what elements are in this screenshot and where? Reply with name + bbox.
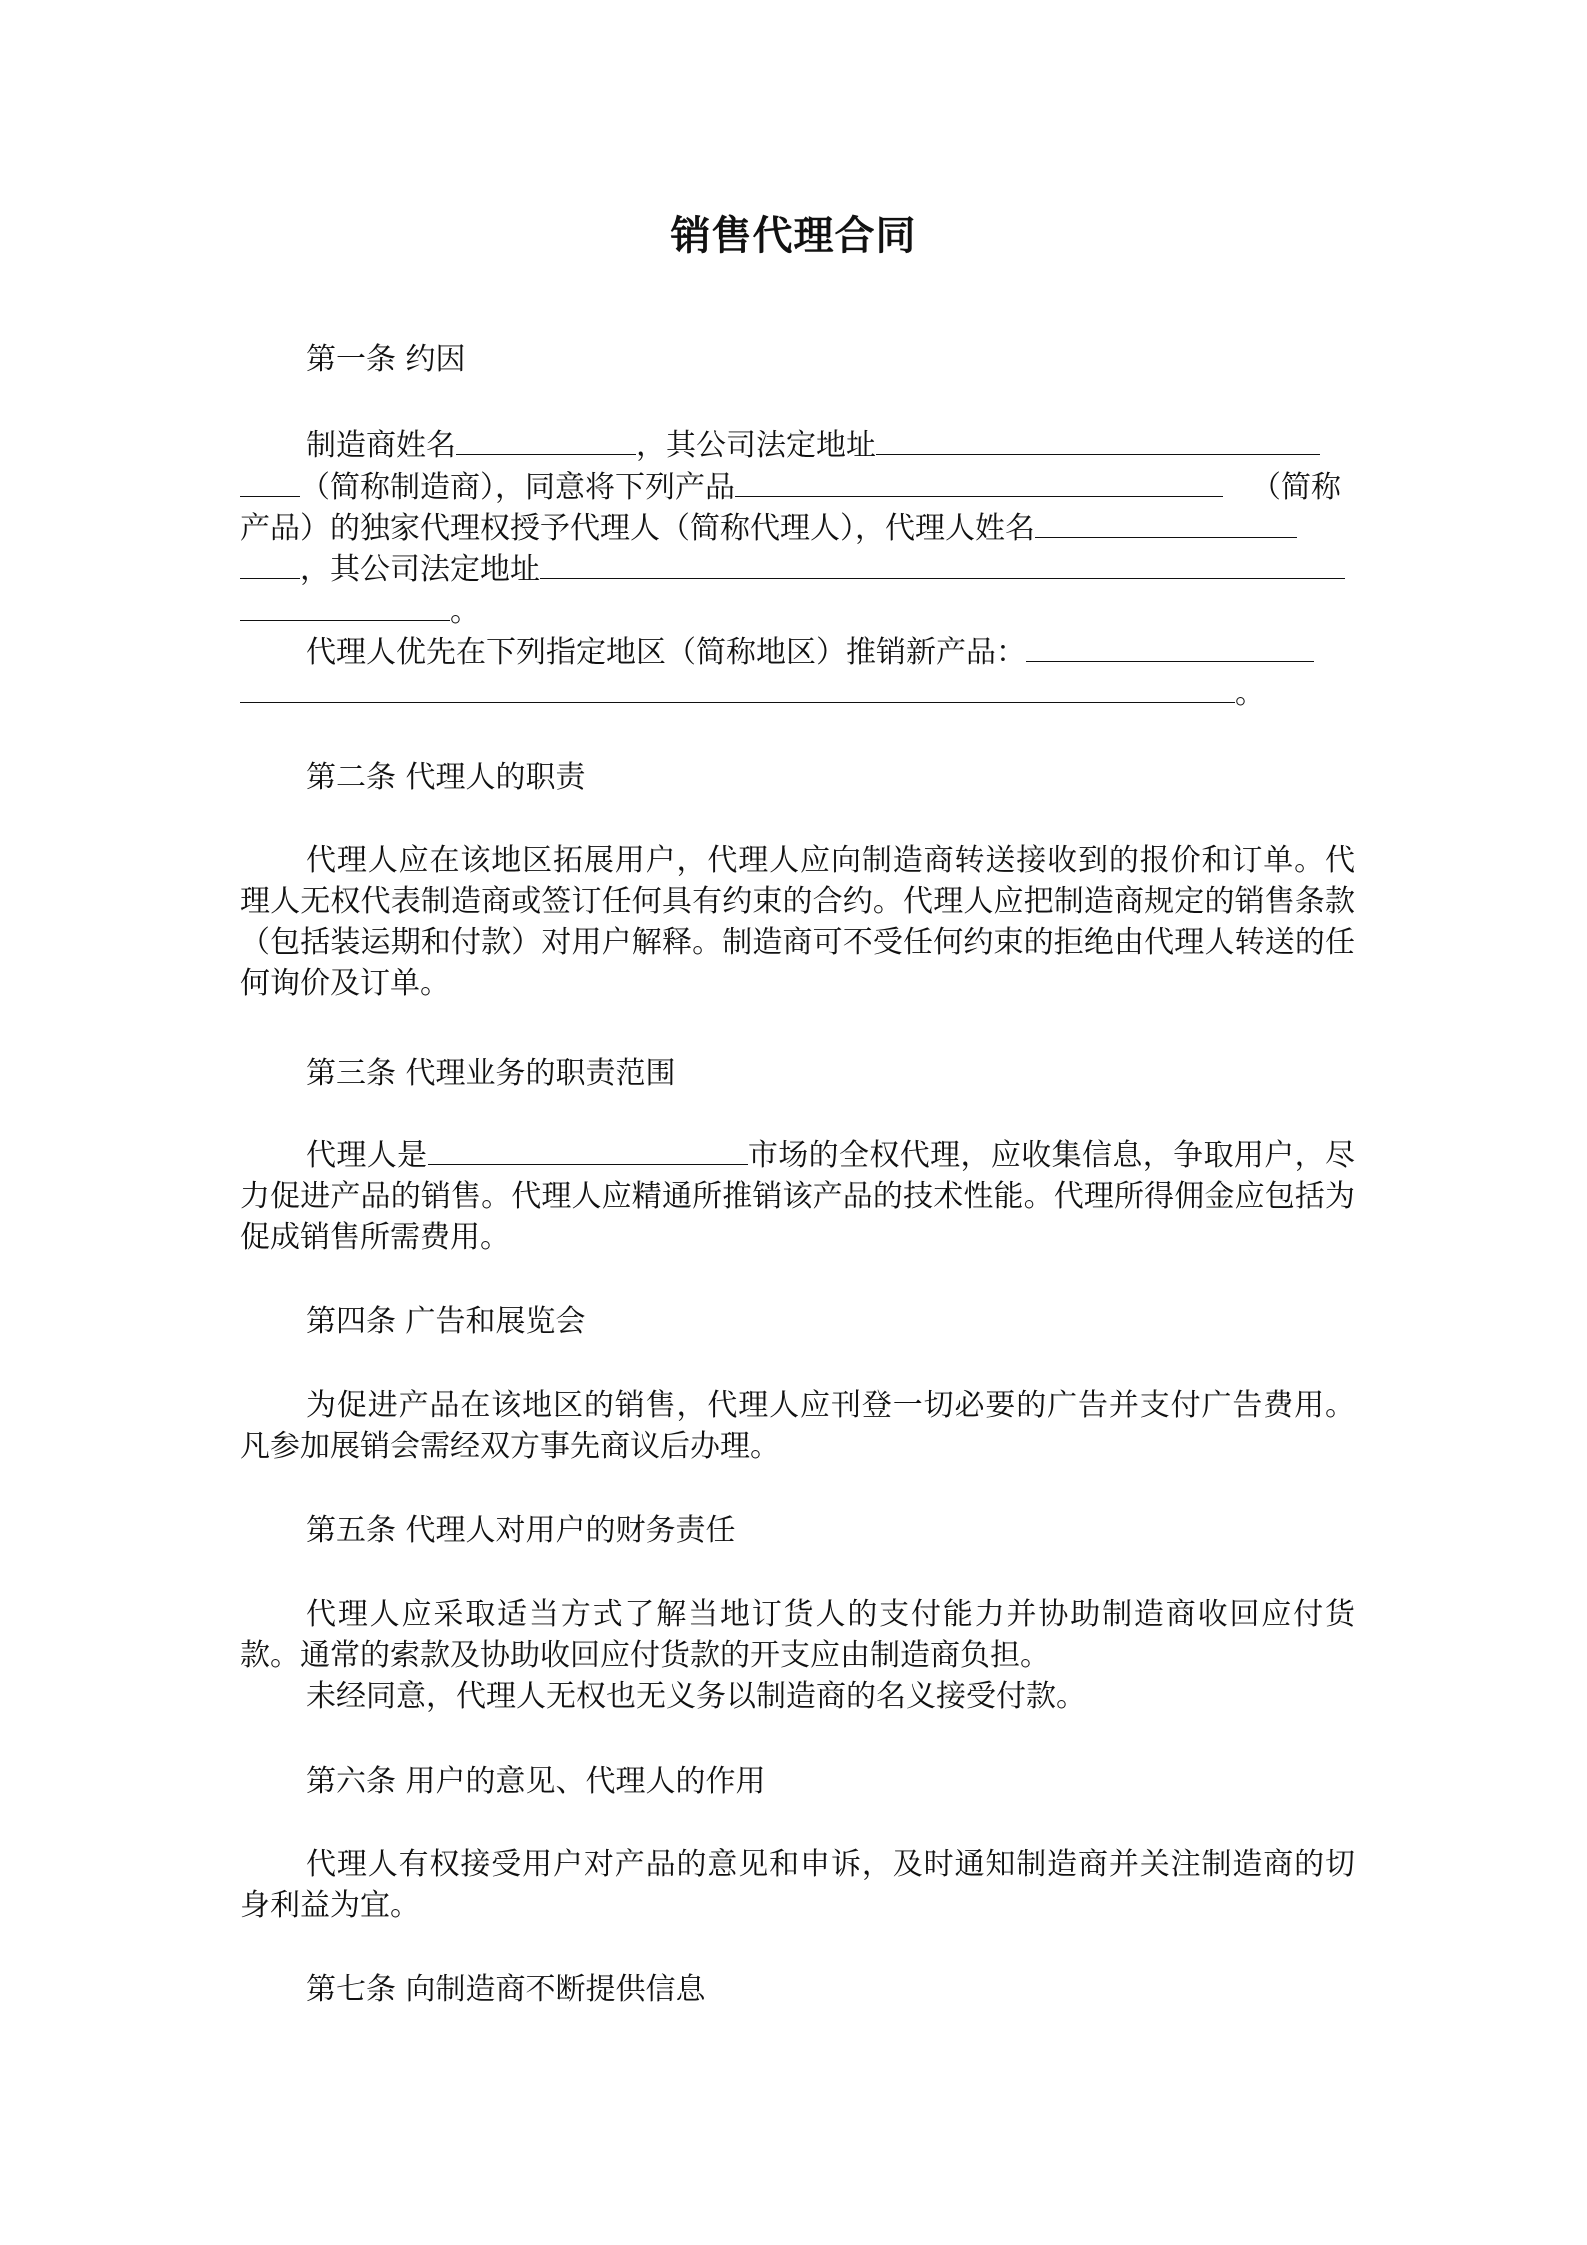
article-5-text-2: 未经同意，代理人无权也无义务以制造商的名义接受付款。	[306, 1679, 1086, 1714]
article-1-line-5	[240, 590, 480, 632]
region-blank	[1026, 631, 1314, 662]
article-1-text: （简称制造商），同意将下列产品	[300, 470, 735, 505]
region-blank-cont	[240, 672, 1235, 703]
document-title: 销售代理合同	[670, 212, 917, 259]
product-blank	[735, 466, 1223, 497]
market-blank	[428, 1134, 748, 1165]
article-3-text	[240, 1134, 1355, 1258]
article-1-line-7	[240, 672, 1265, 714]
article-1-line-3	[240, 507, 1297, 549]
article-1-text: ，其公司法定地址	[300, 552, 540, 587]
article-1-text: 制造商姓名	[306, 428, 456, 463]
article-6-text: 代理人有权接受用户对产品的意见和申诉，及时通知制造商并关注制造商的切身利益为宜。	[240, 1847, 1355, 1923]
article-1-line-1	[306, 424, 1320, 466]
article-1-line-6	[306, 631, 1314, 673]
article-1-text: ，其公司法定地址	[636, 428, 876, 463]
article-1-text: 产品）的独家代理权授予代理人（简称代理人），代理人姓名	[240, 511, 1035, 546]
article-3-text-a: 代理人是	[306, 1138, 428, 1173]
article-3-heading: 第三条 代理业务的职责范围	[306, 1056, 676, 1091]
article-1-heading: 第一条 约因	[306, 342, 466, 377]
article-1-line-2	[240, 466, 1341, 508]
article-4-heading: 第四条 广告和展览会	[306, 1304, 586, 1339]
article-1-line-4	[240, 548, 1345, 590]
article-1-text: 。	[450, 594, 480, 629]
agent-address-blank-cont	[240, 590, 450, 621]
article-2-text: 代理人应在该地区拓展用户，代理人应向制造商转送接收到的报价和订单。代理人无权代表制造商或签订任何具有约束的合约。代理人应把制造商规定的销售条款（包括装运期和付款）对用户解释。制造商可不受任何约束的拒绝由代理人转送的任何询价及订单。	[240, 843, 1355, 1001]
article-3-text-b: 市场的全权代理，应收集信息，争取用户，尽力促进产品的销售。代理人应精通所推销该产品的技术性能。代理所得佣金应包括为促成销售所需费用。	[240, 1138, 1355, 1255]
manufacturer-address-blank	[876, 424, 1320, 455]
article-7-heading: 第七条 向制造商不断提供信息	[306, 1972, 706, 2007]
article-2-heading: 第二条 代理人的职责	[306, 760, 586, 795]
article-1-text: （简称	[1251, 470, 1341, 505]
article-1-text: 代理人优先在下列指定地区（简称地区）推销新产品：	[306, 635, 1026, 670]
manufacturer-address-blank-cont	[240, 466, 300, 497]
agent-name-blank-cont	[240, 548, 300, 579]
agent-name-blank	[1035, 507, 1297, 538]
manufacturer-name-blank	[456, 424, 636, 455]
article-5-text-1: 代理人应采取适当方式了解当地订货人的支付能力并协助制造商收回应付货款。通常的索款及协助收回应付货款的开支应由制造商负担。	[240, 1597, 1355, 1673]
article-6-heading: 第六条 用户的意见、代理人的作用	[306, 1764, 766, 1799]
article-4-text: 为促进产品在该地区的销售，代理人应刊登一切必要的广告并支付广告费用。凡参加展销会需经双方事先商议后办理。	[240, 1388, 1355, 1464]
article-1-text: 。	[1235, 676, 1265, 711]
article-5-heading: 第五条 代理人对用户的财务责任	[306, 1513, 736, 1548]
agent-address-blank	[540, 548, 1345, 579]
